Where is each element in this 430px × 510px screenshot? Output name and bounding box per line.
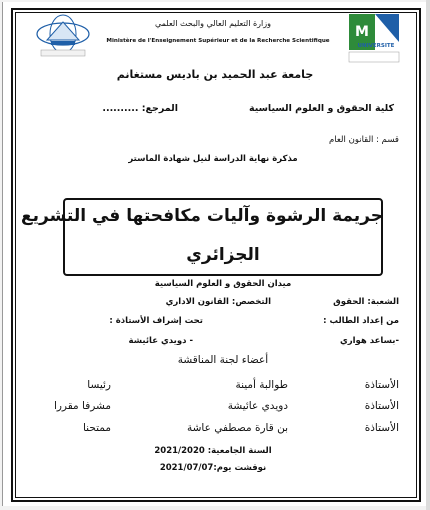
jury-member-name: بن قارة مصطفي عاشة bbox=[186, 422, 288, 434]
specialty-label: التخصص: القانون الاداري bbox=[165, 297, 271, 307]
thesis-title-line-2: الجزائري bbox=[186, 245, 260, 265]
jury-member-title: الأستاذة bbox=[364, 422, 399, 434]
jury-member-name: دويدي عائيشة bbox=[227, 400, 288, 412]
department-name: قسم : القانون العام bbox=[328, 135, 399, 145]
reference-field: المرجع: .......... bbox=[102, 103, 178, 114]
branch-label: الشعبة: الحقوق bbox=[333, 297, 399, 307]
scrollbar-track[interactable] bbox=[426, 0, 430, 510]
university-logo-caption: UNIVERSITE bbox=[357, 43, 395, 49]
jury-member-name: طوالبة أمينة bbox=[235, 379, 288, 391]
jury-heading: أعضاء لجنة المناقشة bbox=[177, 354, 269, 366]
student-label: من إعداد الطالب : bbox=[323, 316, 399, 326]
field-of-study: ميدان الحقوق و العلوم السياسية bbox=[154, 279, 292, 289]
document-page bbox=[2, 2, 427, 506]
jury-member-role: ممتحنا bbox=[82, 422, 111, 434]
university-logo-icon bbox=[345, 12, 405, 64]
ministry-name-arabic bbox=[133, 19, 293, 28]
ministry-line: وزارة التعليم العالي والبحث العلمي bbox=[155, 19, 271, 28]
supervisor-name: - دويدي عائيشة bbox=[128, 336, 193, 346]
student-name: -بساعد هواري bbox=[339, 336, 399, 346]
jury-member-title: الأستاذة bbox=[364, 400, 399, 412]
memo-description: مذكرة نهاية الدراسة لنيل شهادة الماستر bbox=[128, 154, 298, 164]
university-name: جامعة عبد الحميد بن باديس مستغانم bbox=[116, 68, 314, 81]
jury-member-role: رئيسا bbox=[87, 379, 111, 391]
defense-date: نوقشت يوم:2021/07/07 bbox=[159, 463, 267, 473]
thesis-title-line-1: جريمة الرشوة وآليات مكافحتها في التشريع bbox=[21, 206, 383, 226]
jury-member-title: الأستاذة bbox=[364, 379, 399, 391]
ministry-emblem-icon bbox=[33, 14, 93, 58]
academic-year: السنة الجامعية: 2021/2020 bbox=[154, 446, 272, 456]
supervisor-label: تحت إشراف الأستاذة : bbox=[109, 316, 203, 326]
jury-member-role: مشرفا مقررا bbox=[53, 400, 111, 412]
svg-text:M: M bbox=[355, 24, 369, 40]
ministry-name-french: Ministère de l'Enseignement Supérieur et de la Recherche Scientifique bbox=[106, 38, 330, 44]
faculty-name: كلية الحقوق و العلوم السياسية bbox=[248, 103, 394, 114]
